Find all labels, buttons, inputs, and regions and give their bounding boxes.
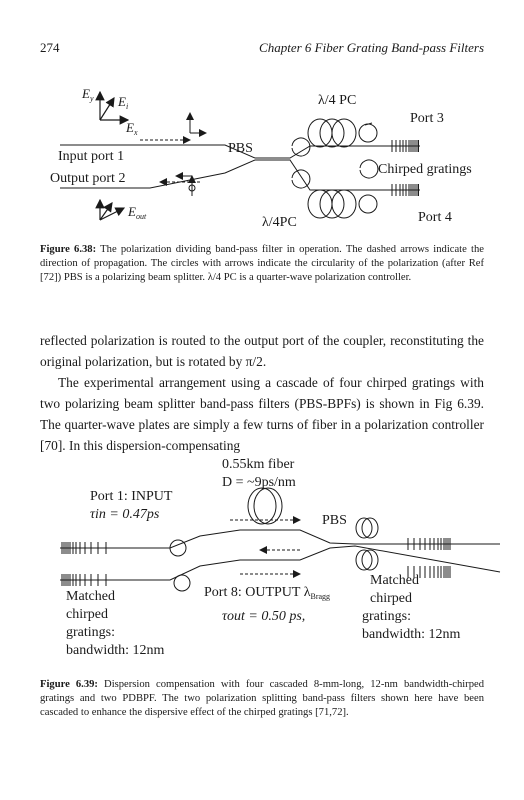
fiber-spool xyxy=(248,488,282,524)
running-head: Chapter 6 Fiber Grating Band-pass Filters xyxy=(259,40,484,55)
polarization-indicators xyxy=(176,113,206,196)
figure-6-39-caption-text: Dispersion compensation with four cascaded 8-mm-long, 12-nm bandwidth-chirped gratings and two PDBPF. The two polarization splitting band-pass filters shown here have been cascaded to enhance the dispersive effect of the chirped gratings [71,72]. xyxy=(40,679,485,718)
body-text xyxy=(40,330,484,456)
pc-bottom-loops xyxy=(308,190,377,218)
figure-6-38-caption xyxy=(40,243,484,285)
label-right-matched: Matched xyxy=(370,573,419,588)
figure-6-39-caption xyxy=(40,678,484,720)
figure-6-38-diagram xyxy=(0,78,524,238)
pc-top-loops xyxy=(308,119,377,147)
label-pc-top: λ/4 PC xyxy=(318,93,357,108)
figure-6-38-label: Figure 6.38: xyxy=(40,244,97,255)
label-left-chirped: chirped xyxy=(66,607,108,622)
label-pbs-2: PBS xyxy=(322,513,347,528)
label-ex: $E_x$ xyxy=(126,120,138,137)
label-port8: Port 8: OUTPUT $\lambda_{Bragg}$ xyxy=(204,585,331,601)
label-right-gratings: gratings: xyxy=(362,609,411,624)
label-tau-out: τout = 0.50 ps, xyxy=(222,609,306,624)
label-port1: Port 1: INPUT xyxy=(90,489,173,504)
label-left-matched: Matched xyxy=(66,589,115,604)
label-input-port: Input port 1 xyxy=(58,149,125,164)
label-port4: Port 4 xyxy=(418,210,452,225)
pc-left-loops xyxy=(170,540,190,591)
figure-6-39-diagram xyxy=(0,448,524,668)
cascade-direction-arrows xyxy=(230,520,300,574)
page-number: 274 xyxy=(40,40,60,55)
label-left-gratings: gratings: xyxy=(66,625,115,640)
label-fiber-dispersion: D = ~9ps/nm xyxy=(222,475,296,490)
label-output-port: Output port 2 xyxy=(50,171,126,186)
page-header xyxy=(40,40,484,60)
paragraph-1: reflected polarization is routed to the output port of the coupler, reconstituting the original polarization, but is rotated by π/2. xyxy=(40,333,484,369)
label-port3: Port 3 xyxy=(410,111,444,126)
label-eout: $E_{out}$ xyxy=(128,204,147,221)
figure-6-38-caption-text: The polarization dividing band-pass filter in operation. The dashed arrows indicate the direction of propagation. The circles with arrows indicate the circularity of the polarization (after Ref [72]) PBS is a polarizing beam splitter. λ/4 PC is a quarter-wave polarization controller. xyxy=(40,244,485,283)
label-left-bandwidth: bandwidth: 12nm xyxy=(66,643,165,658)
label-chirped-gratings: Chirped gratings xyxy=(378,162,472,177)
label-ei: $E_i$ xyxy=(118,94,129,111)
paragraph-2: The experimental arrangement using a cascade of four chirped gratings with two polarizing beam splitter band-pass filters (PBS-BPFs) is shown in Fig 6.39. The quarter-wave plates are simply a few turns of fiber in a polarization controller [70]. In this dispersion-compensating xyxy=(40,375,484,453)
label-ey: $E_y$ xyxy=(82,86,94,103)
label-right-chirped: chirped xyxy=(370,591,412,606)
figure-6-39-label: Figure 6.39: xyxy=(40,679,98,690)
label-right-bandwidth: bandwidth: 12nm xyxy=(362,627,461,642)
label-fiber-length: 0.55km fiber xyxy=(222,457,295,472)
output-polarization-vectors xyxy=(100,200,124,220)
label-pc-bottom: λ/4PC xyxy=(262,215,297,230)
label-pbs: PBS xyxy=(228,141,253,156)
label-tau-in: τin = 0.47ps xyxy=(90,507,160,522)
